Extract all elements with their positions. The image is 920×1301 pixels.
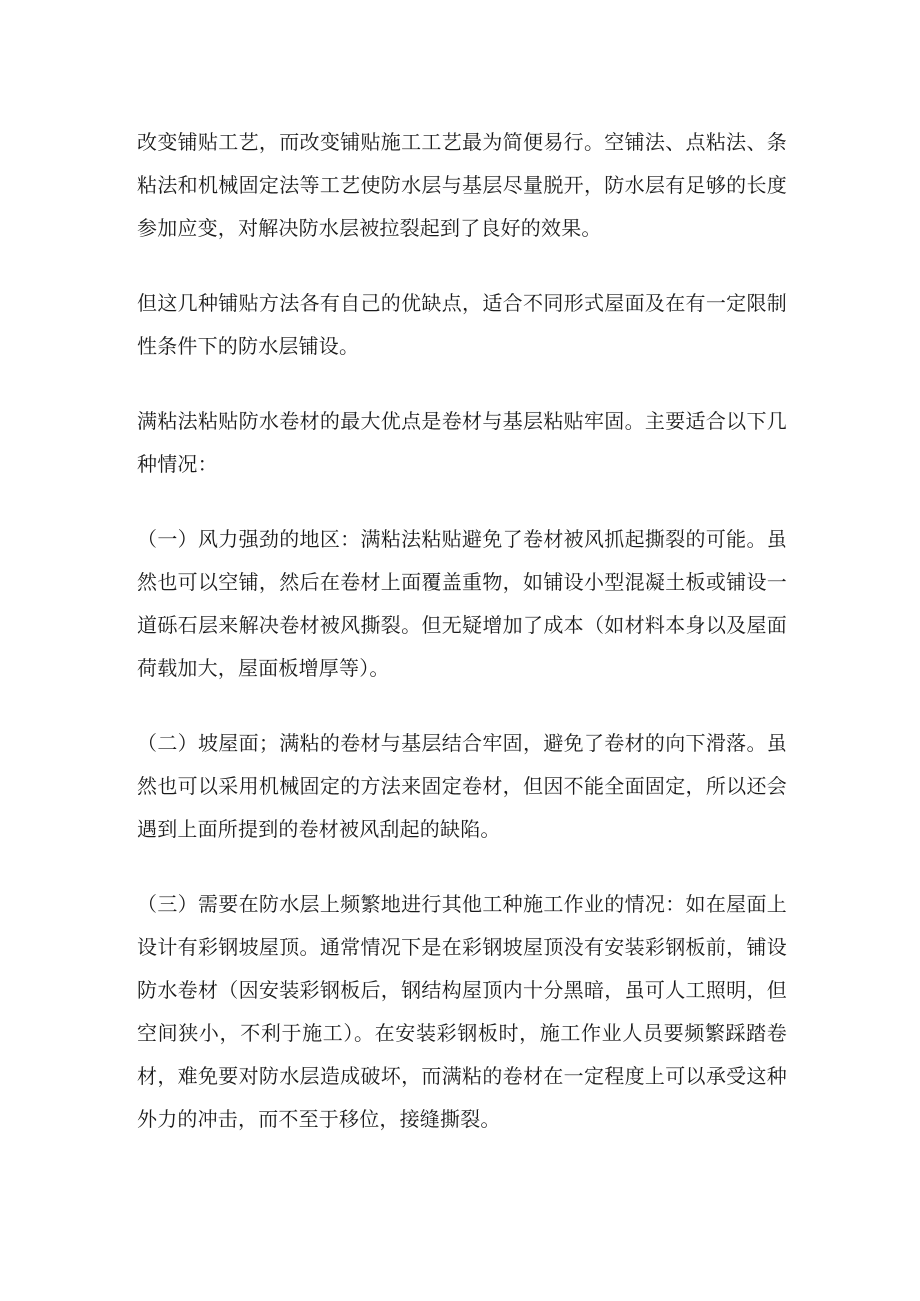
paragraph-5: （二）坡屋面；满粘的卷材与基层结合牢固，避免了卷材的向下滑落。虽然也可以采用机械固定的方法来固定卷材，但因不能全面固定，所以还会遇到上面所提到的卷材被风刮起的缺陷。 — [137, 731, 787, 841]
paragraph-6: （三）需要在防水层上频繁地进行其他工种施工作业的情况：如在屋面上设计有彩钢坡屋顶。通常情况下是在彩钢坡屋顶没有安装彩钢板前，铺设防水卷材（因安装彩钢板后，钢结构屋顶内十分黑暗，虽可人工照明，但空间狭小，不利于施工）。在安装彩钢板时，施工作业人员要频繁踩踏卷材，难免要对防水层造成破坏，而满粘的卷材在一定程度上可以承受这种外力的冲击，而不至于移位，接缝撕裂。 — [137, 892, 787, 1131]
paragraph-3: 满粘法粘贴防水卷材的最大优点是卷材与基层粘贴牢固。主要适合以下几种情况： — [137, 409, 787, 476]
paragraph-1: 改变铺贴工艺，而改变铺贴施工工艺最为简便易行。空铺法、点粘法、条粘法和机械固定法等工艺使防水层与基层尽量脱开，防水层有足够的长度参加应变，对解决防水层被拉裂起到了良好的效果。 — [137, 130, 787, 240]
paragraph-2: 但这几种铺贴方法各有自己的优缺点，适合不同形式屋面及在有一定限制性条件下的防水层铺设。 — [137, 291, 787, 358]
paragraph-4: （一）风力强劲的地区：满粘法粘贴避免了卷材被风抓起撕裂的可能。虽然也可以空铺，然后在卷材上面覆盖重物，如铺设小型混凝土板或铺设一道砾石层来解决卷材被风撕裂。但无疑增加了成本（如材料本身以及屋面荷载加大，屋面板增厚等）。 — [137, 527, 787, 680]
document-page — [137, 121, 787, 1173]
